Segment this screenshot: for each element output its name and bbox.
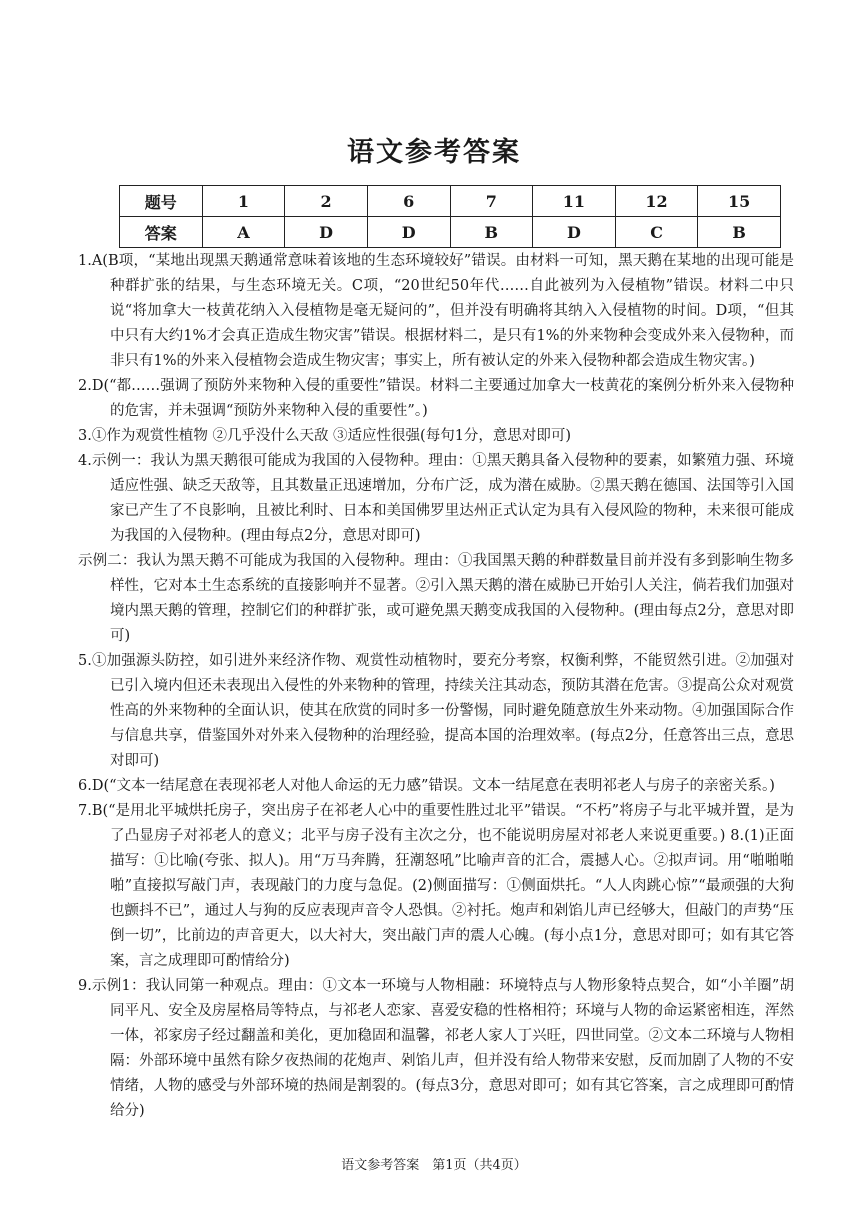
answer-paragraph-q7-q8: 7.B(“是用北平城烘托房子，突出房子在祁老人心中的重要性胜过北平”错误。“不朽”将房子与北平城并置，是为了凸显房子对祁老人的意义；北平与房子没有主次之分，也不能说明房屋对祁老人来说更重要。) 8.(1)正面描写：①比喻(夸张、拟人)。用“万马奔腾，狂潮怒吼”比喻声音的汇合，震撼人心。②拟声词。用“啪啪啪啪”直接拟写敲门声，表现敲门的力度与急促。(2)侧面描写：①侧面烘托。“人人肉跳心惊”“最顽强的大狗也颤抖不已”，通过人与狗的反应表现声音令人恐惧。②衬托。炮声和剁馅儿声已经够大，但敲门的声势“压倒一切”，比前边的声音更大，以大衬大，突出敲门声的震人心魄。(每小点1分，意思对即可；如有其它答案，言之成理即可酌情给分) <box>78 803 794 969</box>
answer-cell: D <box>367 217 450 248</box>
answer-paragraph-q4-example1: 4.示例一：我认为黑天鹅很可能成为我国的入侵物种。理由：①黑天鹅具备入侵物种的要素，如繁殖力强、环境适应性强、缺乏天敌等，且其数量正迅速增加，分布广泛，成为潜在威胁。②黑天鹅在德国、法国等引入国家已产生了不良影响，且被比利时、日本和美国佛罗里达州正式认定为具有入侵风险的物种，未来很可能成为我国的入侵物种。(理由每点2分，意思对即可) <box>78 453 794 544</box>
table-header-label: 题号 <box>120 186 203 217</box>
page-title: 语文参考答案 <box>347 137 521 168</box>
question-number: 11 <box>533 186 616 217</box>
question-number: 6 <box>367 186 450 217</box>
answer-cell: B <box>698 217 781 248</box>
table-answer-row <box>120 217 781 248</box>
answer-cell: A <box>202 217 285 248</box>
answer-cell: C <box>615 217 698 248</box>
answer-table <box>119 185 781 248</box>
table-answer-label: 答案 <box>120 217 203 248</box>
page-footer: 语文参考答案 第1页（共4页） <box>341 1158 527 1173</box>
answer-paragraph-q3: 3.①作为观赏性植物 ②几乎没什么天敌 ③适应性很强(每句1分，意思对即可) <box>78 428 572 444</box>
answer-explanations <box>78 249 794 1124</box>
question-number: 1 <box>202 186 285 217</box>
answer-paragraph-q6: 6.D(“文本一结尾意在表现祁老人对他人命运的无力感”错误。文本一结尾意在表明祁老人与房子的亲密关系。) <box>78 778 775 794</box>
answer-cell: B <box>450 217 533 248</box>
question-number: 2 <box>285 186 368 217</box>
answer-cell: D <box>533 217 616 248</box>
question-number: 12 <box>615 186 698 217</box>
answer-paragraph-q2: 2.D(“都……强调了预防外来物种入侵的重要性”错误。材料二主要通过加拿大一枝黄花的案例分析外来入侵物种的危害，并未强调“预防外来物种入侵的重要性”。) <box>78 378 794 419</box>
answer-cell: D <box>285 217 368 248</box>
answer-paragraph-q1: 1.A(B项，“某地出现黑天鹅通常意味着该地的生态环境较好”错误。由材料一可知，黑天鹅在某地的出现可能是种群扩张的结果，与生态环境无关。C项，“20世纪50年代……自此被列为入侵植物”错误。材料二中只说“将加拿大一枝黄花纳入入侵植物是毫无疑问的”，但并没有明确将其纳入入侵植物的时间。D项，“但其中只有大约1%才会真正造成生物灾害”错误。根据材料二，是只有1%的外来物种会变成外来入侵物种，而非只有1%的外来入侵植物会造成生物灾害；事实上，所有被认定的外来入侵物种都会造成生物灾害。) <box>78 253 794 369</box>
question-number: 7 <box>450 186 533 217</box>
answer-paragraph-q5: 5.①加强源头防控，如引进外来经济作物、观赏性动植物时，要充分考察，权衡利弊，不能贸然引进。②加强对已引入境内但还未表现出入侵性的外来物种的管理，持续关注其动态，预防其潜在危害。③提高公众对观赏性高的外来物种的全面认识，使其在欣赏的同时多一份警惕，同时避免随意放生外来动物。④加强国际合作与信息共享，借鉴国外对外来入侵物种的治理经验，提高本国的治理效率。(每点2分，任意答出三点，意思对即可) <box>78 653 794 769</box>
answer-paragraph-q9: 9.示例1：我认同第一种观点。理由：①文本一环境与人物相融：环境特点与人物形象特点契合，如“小羊圈”胡同平凡、安全及房屋格局等特点，与祁老人恋家、喜爱安稳的性格相符；环境与人物的命运紧密相连，浑然一体，祁家房子经过翻盖和美化，更加稳固和温馨，祁老人家人丁兴旺，四世同堂。②文本二环境与人物相隔：外部环境中虽然有除夕夜热闹的花炮声、剁馅儿声，但并没有给人物带来安慰，反而加剧了人物的不安情绪，人物的感受与外部环境的热闹是割裂的。(每点3分，意思对即可；如有其它答案，言之成理即可酌情给分) <box>78 978 794 1119</box>
table-header-row <box>120 186 781 217</box>
question-number: 15 <box>698 186 781 217</box>
answer-paragraph-q4-example2: 示例二：我认为黑天鹅不可能成为我国的入侵物种。理由：①我国黑天鹅的种群数量目前并没有多到影响生物多样性，它对本土生态系统的直接影响并不显著。②引入黑天鹅的潜在威胁已开始引人关注，倘若我们加强对境内黑天鹅的管理，控制它们的种群扩张，或可避免黑天鹅变成我国的入侵物种。(理由每点2分，意思对即可) <box>78 553 794 644</box>
